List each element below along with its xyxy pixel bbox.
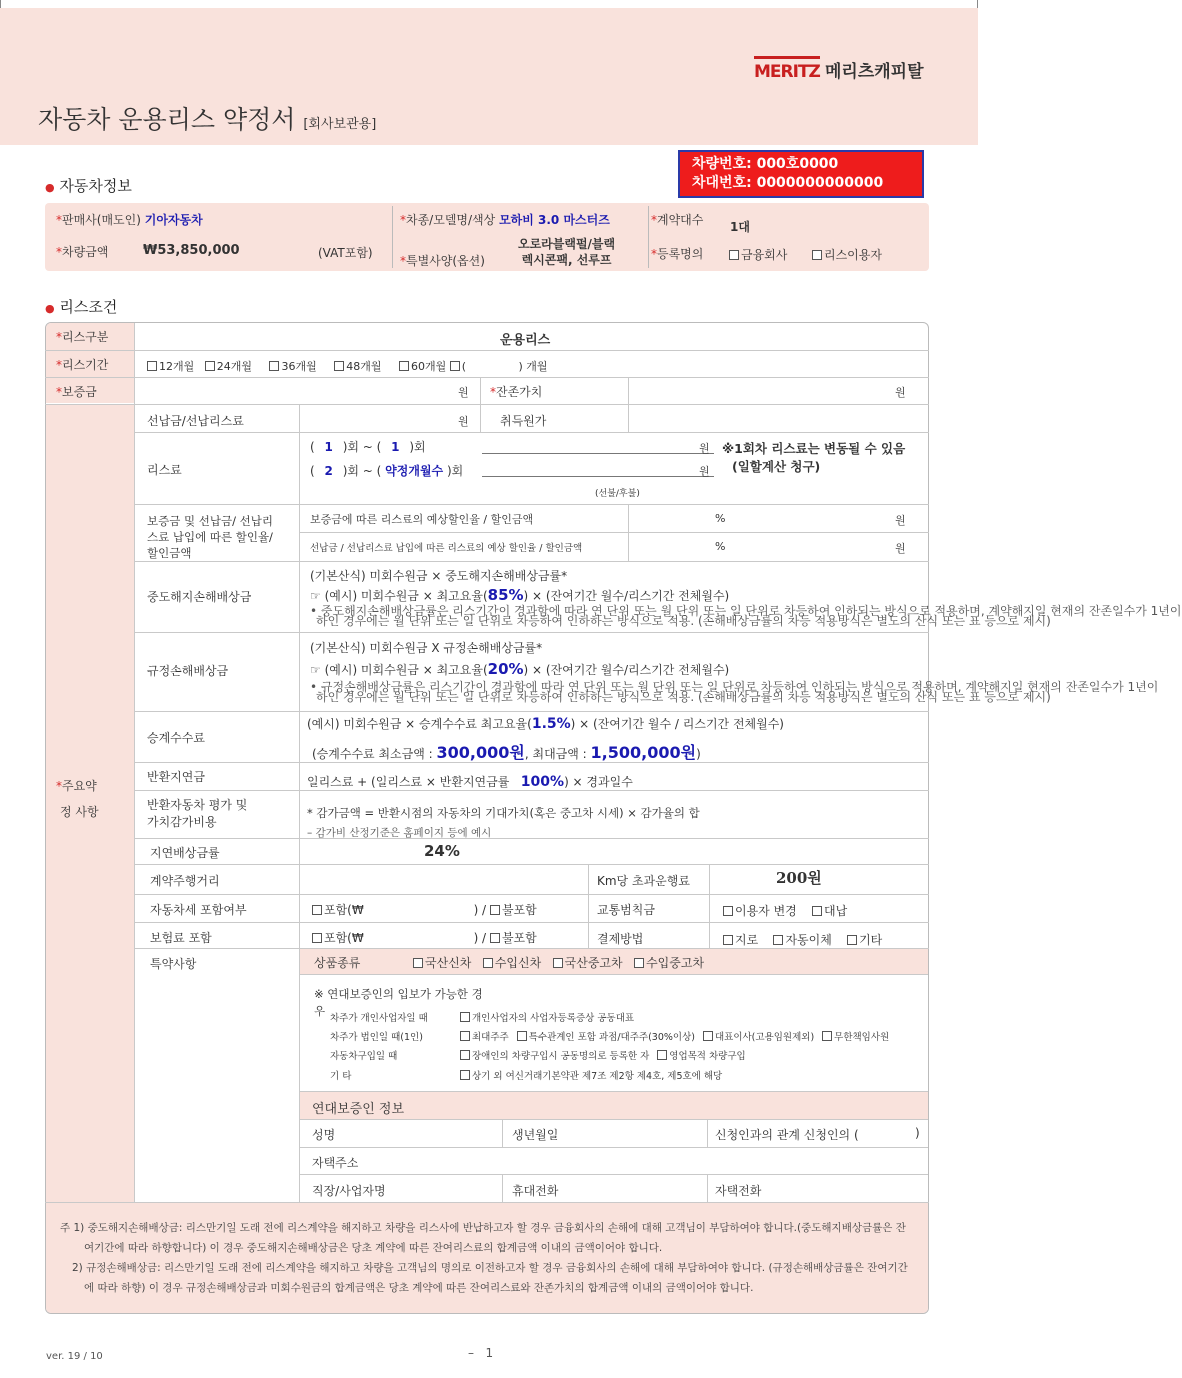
guar-condition-option-label: 특수관계인 포함 과점/대주주(30%이상) [528,1032,695,1043]
product-options [413,954,704,971]
page-number: – 1 [468,1346,494,1360]
pay-opt-auto[interactable] [773,933,831,947]
fee-row1-to[interactable]: 1 [391,440,400,454]
guar-condition-option-label: 영업목적 차량구입 [669,1051,746,1062]
main-terms-label-1: 주요약 [62,779,97,793]
page-subtitle: [회사보관용] [303,117,377,132]
return-delay-rate: 100% [520,774,565,790]
options-value-1: 오로라블랙펄/블랙 [518,237,616,251]
product-opt-domestic-new[interactable] [413,956,471,970]
insurance-include[interactable] [312,931,364,945]
payment-options [723,931,882,948]
discount-row1-pct[interactable]: % [715,512,726,525]
guar-condition-option-label: 무한책임사원 [834,1032,890,1043]
period-opt-60-label: 60개월 [410,360,447,373]
checkbox-icon[interactable] [460,1012,470,1022]
insurance-label: 보험료 포함 [150,931,212,945]
product-opt-import-used-label: 수입중고차 [646,956,705,970]
traffic-label: 교통범칙금 [597,903,655,917]
bullet-icon: ● [45,181,55,194]
succ-max-pre: , 최대금액 : [524,747,587,761]
period-opt-48-label: 48개월 [346,360,382,373]
pay-opt-giro[interactable] [723,933,758,947]
guar-condition-label: 기 타 [330,1071,352,1082]
note-1b: 여기간에 따라 하향합니다) 이 경우 중도해지손해배상금은 당초 계약에 따른 잔여리스료의 합계금액 이내의 금액이어야 합니다. [84,1242,663,1254]
options-value-2: 렉시콘팩, 선루프 [521,253,612,267]
tax-include-open: 포함(₩ [324,903,364,917]
checkbox-icon[interactable] [703,1031,713,1041]
count-value: 1대 [730,220,750,234]
reg-opt-financial-label: 금융회사 [741,248,788,262]
period-opt-custom[interactable] [450,360,548,373]
early-note-1: • 중도해지손해배상금률은 리스기간이 경과함에 따라 연 단위 또는 월 단위 또는 일 단위로 차등하여 인하되는 방식으로 적용하며, 계약해지일 현재의 잔존일수가 1년이 [310,604,1182,618]
model-value: 모하비 3.0 마스터즈 [499,213,610,227]
car-number-label: 차량번호: [692,156,752,172]
checkbox-icon[interactable] [399,361,409,371]
succ-close: ) [696,747,701,761]
guar-relation-label: 신청인과의 관계 신청인의 ( [715,1128,859,1142]
checkbox-icon[interactable] [812,250,822,260]
guar-name-label: 성명 [312,1128,336,1142]
guar-condition-label: 자동차구입일 때 [330,1051,398,1062]
discount-row2-won[interactable]: 원 [895,542,906,555]
price-label: 차량금액 [62,245,109,259]
rule-example-post: ) × (잔여기간 월수/리스기간 전체월수) [523,663,730,677]
rule-note-2: 하인 경우에는 월 단위 또는 일 단위로 차등하여 인하하는 방식으로 적용. (손해배상금률의 차등 적용방식은 별도의 산식 또는 표 등으로 제시) [316,690,1051,704]
checkbox-icon[interactable] [460,1031,470,1041]
early-rate: 85% [487,586,524,604]
fee-note-2: (일할계산 청구) [732,459,821,474]
pay-opt-auto-label: 자동이체 [785,933,832,947]
main-terms-label-2: 정 사항 [60,805,99,819]
checkbox-icon[interactable] [490,905,500,915]
product-opt-domestic-used[interactable] [553,956,623,970]
guar-condition-option[interactable] [703,1032,814,1043]
early-note-2: 하인 경우에는 월 단위 또는 일 단위로 차등하여 인하하는 방식으로 적용. (손해배상금률의 차등 적용방식은 별도의 산식 또는 표 등으로 제시) [316,614,1051,628]
guar-condition-option[interactable] [460,1071,722,1082]
discount-row2-label: 선납금 / 선납리스료 납입에 따른 리스료의 예상 할인율 / 할인금액 [310,543,583,554]
vehicle-section-title-text: 자동차정보 [59,177,132,195]
reg-label: 등록명의 [657,247,704,261]
fee-row-1 [310,438,426,455]
period-opt-12-label: 12개월 [159,360,195,373]
brand-en: MERITZ [754,62,820,82]
traffic-options [723,902,847,919]
succ-rate: 1.5% [531,716,571,732]
checkbox-icon[interactable] [773,935,783,945]
checkbox-icon[interactable] [723,906,733,916]
period-options [147,358,548,374]
early-example-pre: ☞ (예시) 미회수원금 × 최고요율( [310,589,488,603]
checkbox-icon[interactable] [334,361,344,371]
checkbox-icon[interactable] [812,906,822,916]
traffic-opt-change[interactable] [723,904,797,918]
product-opt-import-new[interactable] [483,956,541,970]
period-label: 리스기간 [62,358,109,372]
discount-row1-label: 보증금에 따른 리스료의 예상할인율 / 할인금액 [310,513,534,526]
prepay-won[interactable]: 원 [458,415,469,428]
guarantor-title-2: 우 [314,1004,326,1018]
page-title-text: 자동차 운용리스 약정서 [38,105,296,134]
lease-section-title [45,296,117,317]
car-number-value: 000호0000 [756,156,839,172]
mileage-label: 계약주행거리 [150,874,220,888]
return-delay-label: 반환지연금 [147,770,205,784]
guar-condition-option[interactable] [460,1032,509,1043]
return-eval-label-2: 가치감가비용 [147,815,217,829]
return-eval-label [147,797,247,831]
reg-opt-lessee-label: 리스이용자 [824,248,882,262]
page-title [38,100,376,136]
return-delay-post: ) × 경과일수 [564,775,633,789]
guar-condition-option[interactable] [657,1051,745,1062]
price-field: *차량금액 [56,245,109,259]
fee-row2-from[interactable]: 2 [324,464,333,478]
guar-condition-option-label: 개인사업자의 사업자등록증상 공동대표 [472,1013,635,1024]
reg-opt-financial[interactable] [729,246,787,263]
early-example-post: ) × (잔여기간 월수/리스기간 전체월수) [523,589,730,603]
guar-condition-option[interactable] [517,1032,695,1043]
traffic-opt-pay-label: 대납 [824,904,848,918]
return-eval-1: * 감가금액 = 반환시점의 자동차의 기대가치(혹은 중고차 시세) × 감가율의 합 [307,806,700,820]
checkbox-icon[interactable] [312,905,322,915]
checkbox-icon[interactable] [723,935,733,945]
pay-opt-other-label: 기타 [859,933,883,947]
page-number-value: 1 [485,1346,494,1360]
chassis-label: 차대번호: [692,175,752,191]
seller-label: 판매사(매도인) [62,213,141,227]
fee-row1-won[interactable]: 원 [699,442,710,455]
return-delay-pre: 일리스료 + (일리스료 × 반환지연금률 [307,775,510,789]
rule-label: 규정손해배상금 [147,664,229,678]
main-terms-label: *주요약 정 사항 [56,773,99,825]
return-eval-2: – 감가비 산정기준은 홈페이지 등에 예시 [307,827,492,839]
fee-label: 리스료 [147,463,182,477]
fee-row2-won[interactable]: 원 [699,465,710,478]
price-value: ₩53,850,000 [143,243,240,258]
insurance-include-close: ) / [473,931,487,945]
rule-note [310,682,1158,702]
rule-example-pre: ☞ (예시) 미회수원금 × 최고요율( [310,663,488,677]
checkbox-icon[interactable] [517,1031,527,1041]
type-label-cell: *리스구분 [56,330,109,344]
guar-mobile-label: 휴대전화 [512,1184,559,1198]
checkbox-icon[interactable] [483,958,493,968]
fee-row1-open: ( [310,440,315,454]
fee-pay-timing: (선불/후불) [595,489,640,499]
period-opt-24[interactable] [205,360,252,373]
tax-include[interactable] [312,903,364,917]
model-field: *차종/모델명/색상 모하비 3.0 마스터즈 [400,213,610,227]
insurance-exclude-label: 불포함 [501,931,537,945]
guar-tel-label: 자택전화 [715,1184,762,1198]
checkbox-icon[interactable] [634,958,644,968]
seller-value: 기아자동차 [144,213,203,227]
fee-row2-close: )회 [446,464,464,478]
checkbox-icon[interactable] [147,361,157,371]
brand-logo [754,57,924,82]
guarantor-title-1: ※ 연대보증인의 입보가 가능한 경 [314,987,483,1001]
guar-relation-close: ) [915,1126,920,1140]
traffic-opt-pay[interactable] [812,904,847,918]
type-value: 운용리스 [500,333,551,348]
period-label-cell: *리스기간 [56,358,109,372]
acq-label: 취득원가 [500,414,547,428]
product-opt-import-new-label: 수입신차 [494,956,542,970]
period-opt-36-label: 36개월 [281,360,317,373]
succ-example-pre: (예시) 미회수원금 × 승계수수료 최고요율( [307,717,532,731]
fee-note [722,440,905,476]
lease-section-title-text: 리스조건 [59,298,118,316]
guar-condition-option[interactable] [460,1013,634,1024]
reg-field: *등록명의 [651,247,704,261]
early-example [310,586,729,604]
note-2a: 2) 규정손해배상금: 리스만기일 도래 전에 리스계약을 해지하고 차량을 고객님의 명의로 이전하고자 할 경우 금융회사의 손해에 대해 부담하여야 합니다. (규정손해배상금률은 잔여기간 [72,1262,908,1274]
succ-max: 1,500,000원 [590,743,697,762]
fee-row2-mid: )회 ~ ( [342,464,382,478]
reg-opt-lessee[interactable] [812,246,882,263]
early-label: 중도해지손해배상금 [147,590,252,604]
chassis-value: 0000000000000 [756,175,884,191]
guar-condition-items [460,1029,897,1043]
tax-options [312,901,537,918]
tax-exclude[interactable] [490,903,537,917]
residual-label: 잔존가치 [496,385,543,399]
tax-include-close: ) / [473,903,487,917]
guar-condition-label: 차주가 법인일 때(1인) [330,1032,423,1043]
guar-birth-label: 생년월일 [512,1128,559,1142]
guar-condition-label: 차주가 개인사업자일 때 [330,1013,428,1024]
succ-min-pre: (승계수수료 최소금액 : [312,747,433,761]
guar-condition-option-label: 장애인의 차량구입시 공동명의로 등록한 자 [472,1051,650,1062]
note-2b: 에 따라 하향) 이 경우 규정손해배상금과 미회수원금의 합계금액은 당초 계약에 따른 잔여리스료와 잔존가치의 합계금액 이내의 금액이어야 합니다. [84,1282,754,1294]
product-opt-domestic-used-label: 국산중고차 [564,956,623,970]
fee-row1-close: )회 [409,440,426,454]
checkbox-icon[interactable] [553,958,563,968]
insurance-include-open: 포함(₩ [324,931,364,945]
product-opt-domestic-new-label: 국산신차 [425,956,472,970]
count-field: *계약대수 [651,213,704,227]
rule-formula: (기본산식) 미회수원금 X 규정손해배상금률* [310,641,543,655]
fee-note-1: ※1회차 리스료는 변동될 수 있음 [722,441,906,456]
page-top-edge [0,0,978,8]
checkbox-icon[interactable] [312,933,322,943]
pay-opt-other[interactable] [847,933,882,947]
seller-field: *판매사(매도인) 기아자동차 [56,213,203,227]
rule-rate: 20% [487,660,524,678]
brand-bar [754,56,820,59]
succ-min-max [312,740,701,763]
deposit-label: 보증금 [62,385,97,399]
discount-label [147,513,273,561]
guar-condition-items [460,1048,754,1062]
tax-exclude-label: 불포함 [501,903,537,917]
guar-home-label: 자택주소 [312,1156,359,1170]
fee-row2-to[interactable]: 약정개월수 [385,464,444,478]
checkbox-icon[interactable] [729,250,739,260]
residual-label-cell: *잔존가치 [490,385,543,399]
succ-label: 승계수수료 [147,731,205,745]
checkbox-icon[interactable] [460,1070,470,1080]
options-label: 특별사양(옵션) [406,254,485,268]
prepay-label: 선납금/선납리스료 [147,414,244,428]
checkbox-icon[interactable] [450,361,460,371]
rule-example [310,660,729,678]
period-opt-60[interactable] [399,360,446,373]
car-id-box [678,150,924,198]
options-value [518,236,615,268]
guar-condition-option-label: 최대주주 [472,1032,509,1043]
early-note [310,606,1182,626]
guar-condition-items [460,1068,730,1082]
note-1a: 주 1) 중도해지손해배상금: 리스만기일 도래 전에 리스계약을 해지하고 차량을 리스사에 반납하고자 할 경우 금융회사의 손해에 대해 고객님이 부담하여야 합니다.(중도해지배상금률은 잔 [60,1222,906,1234]
insurance-exclude[interactable] [490,931,537,945]
period-opt-24-label: 24개월 [216,360,252,373]
pay-opt-giro-label: 지로 [735,933,759,947]
fee-row1-mid: )회 ~ ( [342,440,382,454]
period-opt-36[interactable] [269,360,316,373]
period-custom-open: ( [461,360,466,373]
checkbox-icon[interactable] [490,933,500,943]
discount-label-3: 할인금액 [147,546,192,560]
special-label: 특약사항 [150,957,197,971]
discount-label-1: 보증금 및 선납금/ 선납리 [147,514,273,528]
succ-min: 300,000원 [436,743,525,762]
rule-note-1: • 규정손해배상금률은 리스기간이 경과함에 따라 연 단위 또는 월 단위 또는 일 단위로 차등하여 인하되는 방식으로 적용하며, 계약해지일 현재의 잔존일수가 1년이 [310,680,1159,694]
product-label: 상품종류 [314,956,361,970]
checkbox-icon[interactable] [413,958,423,968]
return-eval-label-1: 반환자동차 평가 및 [147,798,248,812]
guar-condition-option[interactable] [460,1051,649,1062]
checkbox-icon[interactable] [822,1031,832,1041]
fee-row1-from[interactable]: 1 [324,440,333,454]
period-custom-close: ) 개월 [518,360,548,373]
excess-label: Km당 초과운행료 [597,874,690,888]
guar-info-title: 연대보증인 정보 [312,1102,405,1117]
late-label: 지연배상금률 [150,846,220,860]
product-opt-import-used[interactable] [634,956,704,970]
vat-label: (VAT포함) [318,246,373,260]
guar-condition-items [460,1010,642,1024]
traffic-opt-change-label: 이용자 변경 [735,904,797,918]
excess-value: 200원 [776,869,822,887]
options-field: *특별사양(옵션) [400,254,485,268]
insurance-options [312,929,537,946]
checkbox-icon[interactable] [269,361,279,371]
type-label: 리스구분 [62,330,109,344]
checkbox-icon[interactable] [205,361,215,371]
version-label: ver. 19 / 10 [46,1351,103,1362]
guar-condition-option-label: 상기 외 여신거래기본약관 제7조 제2항 제4호, 제5호에 해당 [472,1071,723,1082]
fee-row2-open: ( [310,464,315,478]
guar-condition-option[interactable] [822,1032,889,1043]
discount-row1-won[interactable]: 원 [895,514,906,527]
count-label: 계약대수 [657,213,704,227]
return-delay-formula [307,773,633,790]
guar-work-label: 직장/사업자명 [312,1184,386,1198]
brand-kr: 메리츠캐피탈 [824,62,924,82]
period-opt-48[interactable] [334,360,381,373]
checkbox-icon[interactable] [460,1050,470,1060]
notes [60,1218,908,1298]
late-value: 24% [424,842,460,860]
checkbox-icon[interactable] [847,935,857,945]
vehicle-section-title [45,175,132,196]
succ-example-post: ) × (잔여기간 월수 / 리스기간 전체월수) [570,717,784,731]
discount-label-2: 스료 납입에 따른 할인율/ [147,530,273,544]
period-opt-12[interactable] [147,360,194,373]
discount-row2-pct[interactable]: % [715,540,726,553]
residual-won[interactable]: 원 [895,386,906,399]
succ-example [307,715,784,732]
payment-label: 결제방법 [597,932,644,946]
guar-condition-option-label: 대표이사(고용임원제외) [714,1032,815,1043]
fee-row-2 [310,462,463,479]
deposit-label-cell: *보증금 [56,385,97,399]
checkbox-icon[interactable] [657,1050,667,1060]
bullet-icon: ● [45,302,55,315]
deposit-won[interactable]: 원 [458,386,469,399]
model-label: 차종/모델명/색상 [406,213,496,227]
early-formula: (기본산식) 미회수원금 × 중도해지손해배상금률* [310,569,568,583]
tax-label: 자동차세 포함여부 [150,903,247,917]
